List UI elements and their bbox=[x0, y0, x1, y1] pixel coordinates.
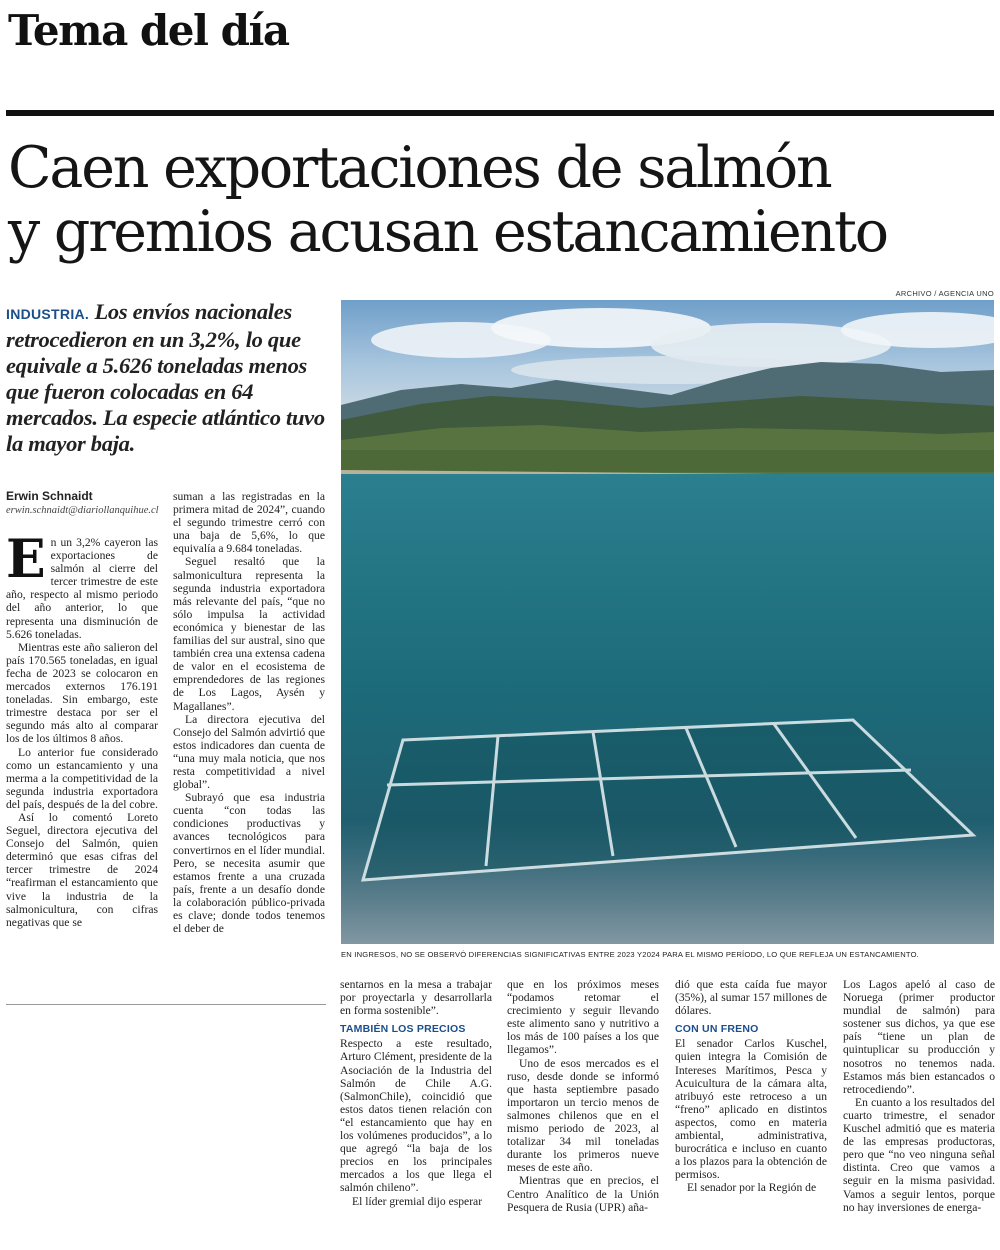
headline-line-1: Caen exportaciones de salmón bbox=[8, 135, 831, 201]
article-column-1 bbox=[6, 536, 158, 988]
headline bbox=[8, 136, 998, 264]
paragraph: Seguel resaltó que la salmonicultura representa la segunda industria exportadora más relevante del país, “que no sólo impulsa la actividad económica y bienestar de las familias del sur austral, sino que también crea una extensa cadena de valor en el ecosistema de emprendedores de las regiones de Los Lagos, Aysén y Magallanes”. bbox=[173, 555, 325, 713]
article-column-2 bbox=[173, 490, 325, 988]
paragraph: Los Lagos apeló al caso de Noruega (primer productor mundial de salmón) para sostener sus dichos, ya que ese país “tiene un plan de quintuplicar su producción y nosotros no tenemos nada. Estamos más bien estancados o retrocediendo”. bbox=[843, 978, 995, 1096]
lede-text: Los envíos nacionales retrocedieron en un 3,2%, lo que equivale a 5.626 toneladas menos que fueron colocadas en 64 mercados. La especie atlántico tuvo la mayor baja. bbox=[6, 299, 325, 456]
subheading-freno: CON UN FRENO bbox=[675, 1023, 759, 1036]
paragraph: Subrayó que esa industria cuenta “con todas las condiciones productivas y avances tecnológicos para convertirnos en el líder mundial. Pero, se necesita asumir que estamos frente a una cruzada país, frente a un desafío donde la colaboración público-privada es clave; donde todos tenemos el deber de bbox=[173, 791, 325, 936]
paragraph: Mientras este año salieron del país 170.565 toneladas, en igual fecha de 2023 se colocaron en mercados externos 176.191 toneladas. Sin embargo, este trimestre destaca por ser el segundo más alto al comparar los de los últimos 8 años. bbox=[6, 640, 158, 746]
paragraph: El senador Carlos Kuschel, quien integra la Comisión de Intereses Marítimos, Pesca y Acuicultura de la cámara alta, atribuyó este retroceso a un “freno” aplicado en distintos aspectos, como en materia ambiental, administrativa, burocrática e incluso en cuanto a los plazos para la obtención de permisos. bbox=[675, 1037, 827, 1182]
subheading-precios: TAMBIÉN LOS PRECIOS bbox=[340, 1023, 466, 1036]
paragraph: sentarnos en la mesa a trabajar por proyectarla y desarrollarla en forma sostenible”. bbox=[340, 978, 492, 1018]
byline-email: erwin.schnaidt@diariollanquihue.cl bbox=[6, 505, 159, 516]
paragraph: Uno de esos mercados es el ruso, desde donde se informó que hasta septiembre pasado importaron un tercio menos de salmones chilenos que en el mismo periodo de 2023, al totalizar 34 mil toneladas durante los primeros nueve meses de este año. bbox=[507, 1056, 659, 1175]
section-rule bbox=[6, 110, 994, 116]
column-divider bbox=[6, 1004, 326, 1005]
paragraph: dió que esta caída fue mayor (35%), al sumar 157 millones de dólares. bbox=[675, 978, 827, 1018]
salmon-farm-photo bbox=[341, 300, 994, 944]
section-title: Tema del día bbox=[8, 6, 289, 55]
paragraph: suman a las registradas en la primera mitad de 2024”, cuando el segundo trimestre cerró con una baja de 5,6%, lo que equivalía a 9.684 toneladas. bbox=[173, 490, 325, 556]
article-column-5 bbox=[675, 978, 827, 1242]
paragraph: que en los próximos meses “podamos retomar el crecimiento y seguir llevando este alimento sano y nutritivo a los más de 100 países a los que llegamos”. bbox=[507, 978, 659, 1057]
paragraph: El senador por la Región de bbox=[687, 1181, 817, 1195]
paragraph: Así lo comentó Loreto Seguel, directora ejecutiva del Consejo del Salmón, quien determinó que esas cifras del tercer trimestre de 2024 “reafirman el estancamiento que vive la industria de la salmonicultura, con cifras negativas que se bbox=[6, 810, 158, 929]
photo-caption: EN INGRESOS, NO SE OBSERVÓ DIFERENCIAS SIGNIFICATIVAS ENTRE 2023 Y2024 PARA EL MISMO PERÍODO, LO QUE REFLEJA UN ESTANCAMIENTO. bbox=[341, 950, 919, 959]
drop-cap: E bbox=[6, 536, 46, 590]
headline-line-2: y gremios acusan estancamiento bbox=[8, 199, 887, 265]
paragraph: n un 3,2% cayeron las exportaciones de salmón al cierre del tercer trimestre de este año, respecto al mismo periodo del año anterior, lo que representa una disminución de 5.626 toneladas. bbox=[6, 536, 158, 641]
byline-author: Erwin Schnaidt bbox=[6, 489, 93, 503]
article-column-3 bbox=[340, 978, 492, 1242]
photo-credit: ARCHIVO / AGENCIA UNO bbox=[895, 289, 994, 298]
paragraph: Respecto a este resultado, Arturo Clément, presidente de la Asociación de la Industria del Salmón de Chile A.G. (SalmonChile), coincidió que estos datos tienen relación con “el estancamiento que hay en los volúmenes producidos”, a lo que agregó “la baja de los precios en los principales mercados a los que llega el salmón chileno”. bbox=[340, 1037, 492, 1195]
article-column-6 bbox=[843, 978, 995, 1242]
lede bbox=[6, 299, 328, 457]
paragraph: El líder gremial dijo esperar bbox=[352, 1194, 483, 1208]
paragraph: Lo anterior fue considerado como un estancamiento y una merma a la competitividad de la segunda industria exportadora del país, después de la del cobre. bbox=[6, 745, 158, 811]
paragraph: Mientras que en precios, el Centro Analítico de la Unión Pesquera de Rusia (UPR) aña- bbox=[507, 1174, 659, 1214]
article-column-4 bbox=[507, 978, 659, 1242]
lede-kicker: INDUSTRIA. bbox=[6, 306, 90, 322]
paragraph: La directora ejecutiva del Consejo del Salmón advirtió que estos indicadores dan cuenta de “una muy mala noticia, que nos resta competitividad a nivel global”. bbox=[173, 712, 325, 792]
paragraph: En cuanto a los resultados del cuarto trimestre, el senador Kuschel admitió que es materia de las empresas productoras, pero que “no veo ninguna señal distinta. Creo que vamos a seguir en la misma pasividad. Vamos a seguir lentos, porque no hay inversiones de energa- bbox=[843, 1095, 995, 1214]
